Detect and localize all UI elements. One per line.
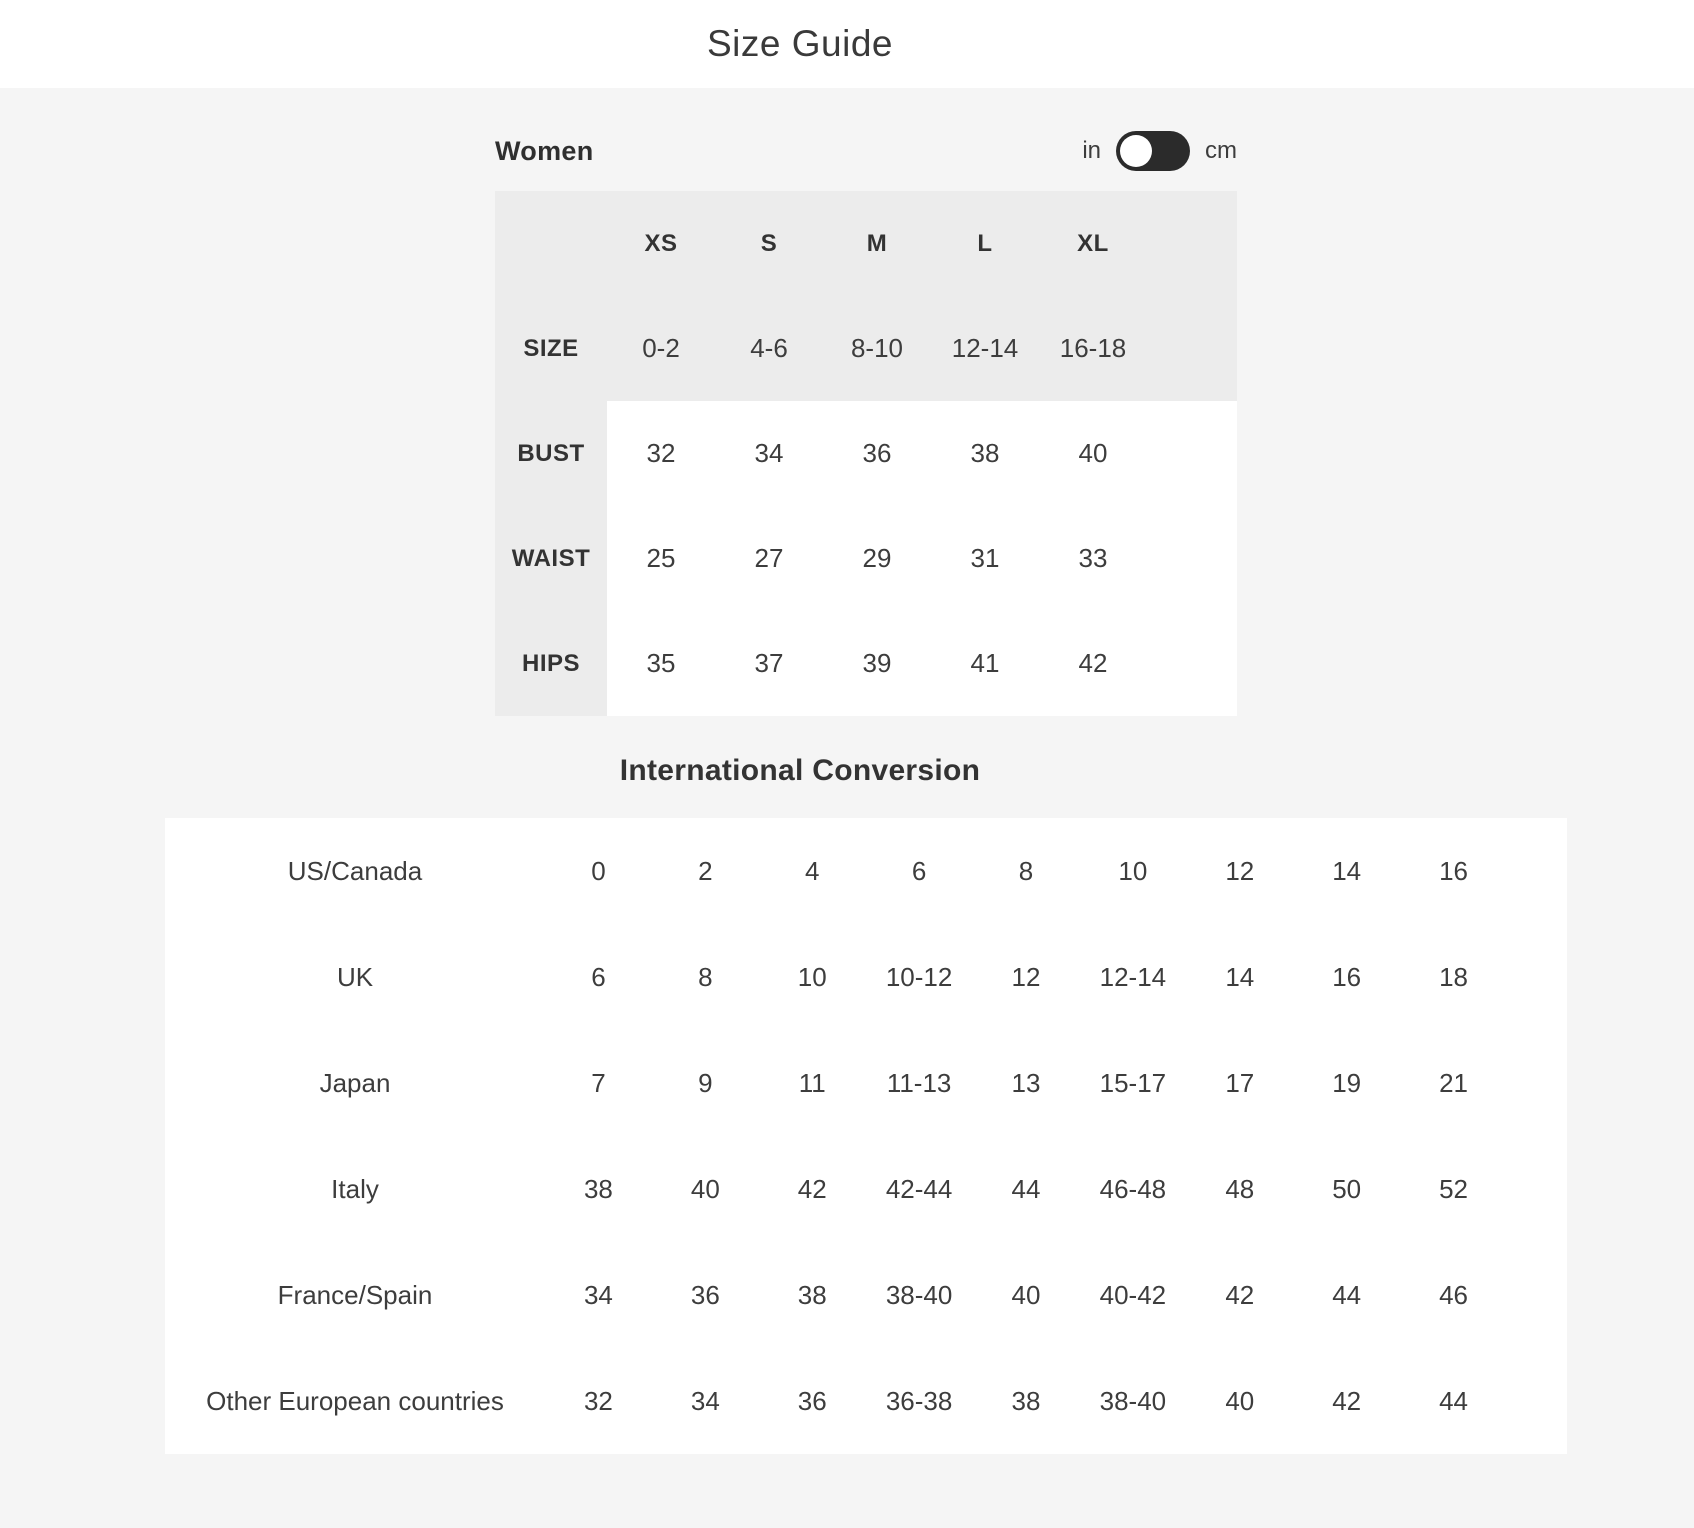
conversion-cell: 11-13 — [886, 1067, 952, 1098]
conversion-cell: 8 — [1018, 855, 1034, 886]
conversion-cell: 10-12 — [885, 961, 953, 992]
size-cell: 8-10 — [850, 333, 904, 363]
conversion-cell: 40 — [690, 1173, 720, 1204]
conversion-cell: 14 — [1332, 855, 1362, 886]
conversion-row-label: UK — [336, 961, 374, 992]
conversion-cell: 21 — [1439, 1067, 1468, 1098]
conversion-cell: 40-42 — [1099, 1279, 1167, 1310]
unit-switch — [1082, 131, 1237, 171]
conversion-cell: 42 — [1332, 1385, 1362, 1416]
size-cell: 34 — [715, 401, 823, 506]
conversion-cell: 42 — [797, 1173, 827, 1204]
conversion-cell: 38-40 — [885, 1279, 953, 1310]
conversion-cell: 4 — [804, 855, 820, 886]
conversion-cell: 7 — [591, 1067, 606, 1098]
conversion-row-filler — [1507, 1030, 1567, 1136]
conversion-cell: 40 — [1011, 1279, 1041, 1310]
conversion-cell: 12 — [1011, 961, 1041, 992]
size-table-filler — [1147, 191, 1237, 296]
conversion-cell: 0 — [591, 855, 606, 886]
conversion-cell: 42 — [1225, 1279, 1255, 1310]
conversion-row-filler — [1507, 818, 1567, 924]
conversion-cell: 32 — [583, 1385, 613, 1416]
toggle-knob-icon — [1120, 135, 1152, 167]
size-row-label: WAIST — [511, 544, 591, 572]
conversion-cell: 12 — [1225, 855, 1255, 886]
conversion-cell: 44 — [1011, 1173, 1041, 1204]
page-header — [0, 0, 1694, 88]
conversion-cell: 46-48 — [1099, 1173, 1167, 1204]
size-cell: 37 — [715, 611, 823, 716]
unit-label-cm: cm — [1205, 137, 1237, 164]
conversion-row-filler — [1507, 924, 1567, 1030]
conversion-row-filler — [1507, 1136, 1567, 1242]
size-cell: 33 — [1039, 506, 1147, 611]
conversion-cell: 38 — [583, 1173, 613, 1204]
size-table-corner — [495, 191, 607, 296]
size-col-header: XS — [644, 229, 678, 257]
conversion-cell: 15-17 — [1099, 1067, 1167, 1098]
conversion-cell: 17 — [1225, 1067, 1255, 1098]
conversion-row-filler — [1507, 1242, 1567, 1348]
unit-toggle[interactable] — [1116, 131, 1190, 171]
conversion-cell: 14 — [1225, 961, 1255, 992]
conversion-cell: 48 — [1225, 1173, 1255, 1204]
conversion-cell: 19 — [1332, 1067, 1362, 1098]
conversion-cell: 13 — [1011, 1067, 1041, 1098]
size-cell: 40 — [1039, 401, 1147, 506]
conversion-cell: 10 — [797, 961, 827, 992]
conversion-row-label: Japan — [319, 1067, 391, 1098]
section-label-women: Women — [495, 135, 594, 166]
women-size-section — [495, 88, 1237, 716]
size-col-header: S — [760, 229, 778, 257]
conversion-cell: 34 — [583, 1279, 613, 1310]
size-row-filler — [1147, 506, 1237, 611]
conversion-row-label: France/Spain — [277, 1279, 433, 1310]
conversion-cell: 34 — [690, 1385, 720, 1416]
conversion-table — [165, 818, 1567, 1454]
conversion-cell: 36 — [797, 1385, 827, 1416]
size-cell: 27 — [715, 506, 823, 611]
size-cell: 0-2 — [642, 333, 680, 363]
conversion-cell: 42-44 — [885, 1173, 953, 1204]
conversion-cell: 36 — [690, 1279, 720, 1310]
conversion-cell: 8 — [698, 961, 713, 992]
size-controls-row — [495, 128, 1237, 174]
conversion-cell: 6 — [911, 855, 927, 886]
conversion-cell: 50 — [1332, 1173, 1362, 1204]
conversion-cell: 6 — [591, 961, 606, 992]
size-cell: 4-6 — [750, 333, 788, 363]
size-table — [495, 191, 1237, 716]
international-conversion-title: International Conversion — [619, 754, 981, 787]
conversion-cell: 38-40 — [1099, 1385, 1167, 1416]
conversion-cell: 16 — [1439, 855, 1468, 886]
conversion-cell: 40 — [1225, 1385, 1255, 1416]
size-cell: 35 — [607, 611, 715, 716]
size-row-filler — [1147, 296, 1237, 401]
page-title: Size Guide — [707, 23, 893, 64]
size-cell: 42 — [1039, 611, 1147, 716]
conversion-cell: 36-38 — [885, 1385, 953, 1416]
size-cell: 38 — [931, 401, 1039, 506]
conversion-row-label: Other European countries — [206, 1385, 504, 1416]
size-row-label: BUST — [517, 439, 585, 467]
conversion-cell: 44 — [1439, 1385, 1468, 1416]
size-cell: 32 — [607, 401, 715, 506]
conversion-cell: 12-14 — [1099, 961, 1167, 992]
conversion-cell: 9 — [698, 1067, 713, 1098]
size-row-label: SIZE — [523, 334, 579, 362]
conversion-row-filler — [1507, 1348, 1567, 1454]
conversion-cell: 11 — [798, 1067, 826, 1098]
size-col-header: L — [977, 229, 993, 257]
conversion-cell: 46 — [1439, 1279, 1468, 1310]
unit-label-in: in — [1082, 137, 1101, 164]
conversion-cell: 2 — [698, 855, 713, 886]
size-cell: 41 — [931, 611, 1039, 716]
conversion-cell: 38 — [1011, 1385, 1041, 1416]
conversion-row-label: Italy — [331, 1173, 379, 1204]
conversion-row-label: US/Canada — [287, 855, 423, 886]
size-cell: 31 — [931, 506, 1039, 611]
conversion-cell: 52 — [1439, 1173, 1468, 1204]
size-cell: 36 — [823, 401, 931, 506]
size-row-label: HIPS — [521, 649, 580, 677]
size-col-header: M — [866, 229, 888, 257]
size-row-filler — [1147, 611, 1237, 716]
size-cell: 39 — [823, 611, 931, 716]
size-cell: 16-18 — [1059, 333, 1127, 363]
size-cell: 25 — [607, 506, 715, 611]
size-col-header: XL — [1077, 229, 1109, 257]
conversion-cell: 44 — [1332, 1279, 1362, 1310]
size-cell: 29 — [823, 506, 931, 611]
conversion-cell: 16 — [1332, 961, 1362, 992]
size-row-filler — [1147, 401, 1237, 506]
conversion-cell: 10 — [1118, 855, 1148, 886]
size-cell: 12-14 — [951, 333, 1019, 363]
conversion-cell: 18 — [1439, 961, 1468, 992]
conversion-cell: 38 — [797, 1279, 827, 1310]
